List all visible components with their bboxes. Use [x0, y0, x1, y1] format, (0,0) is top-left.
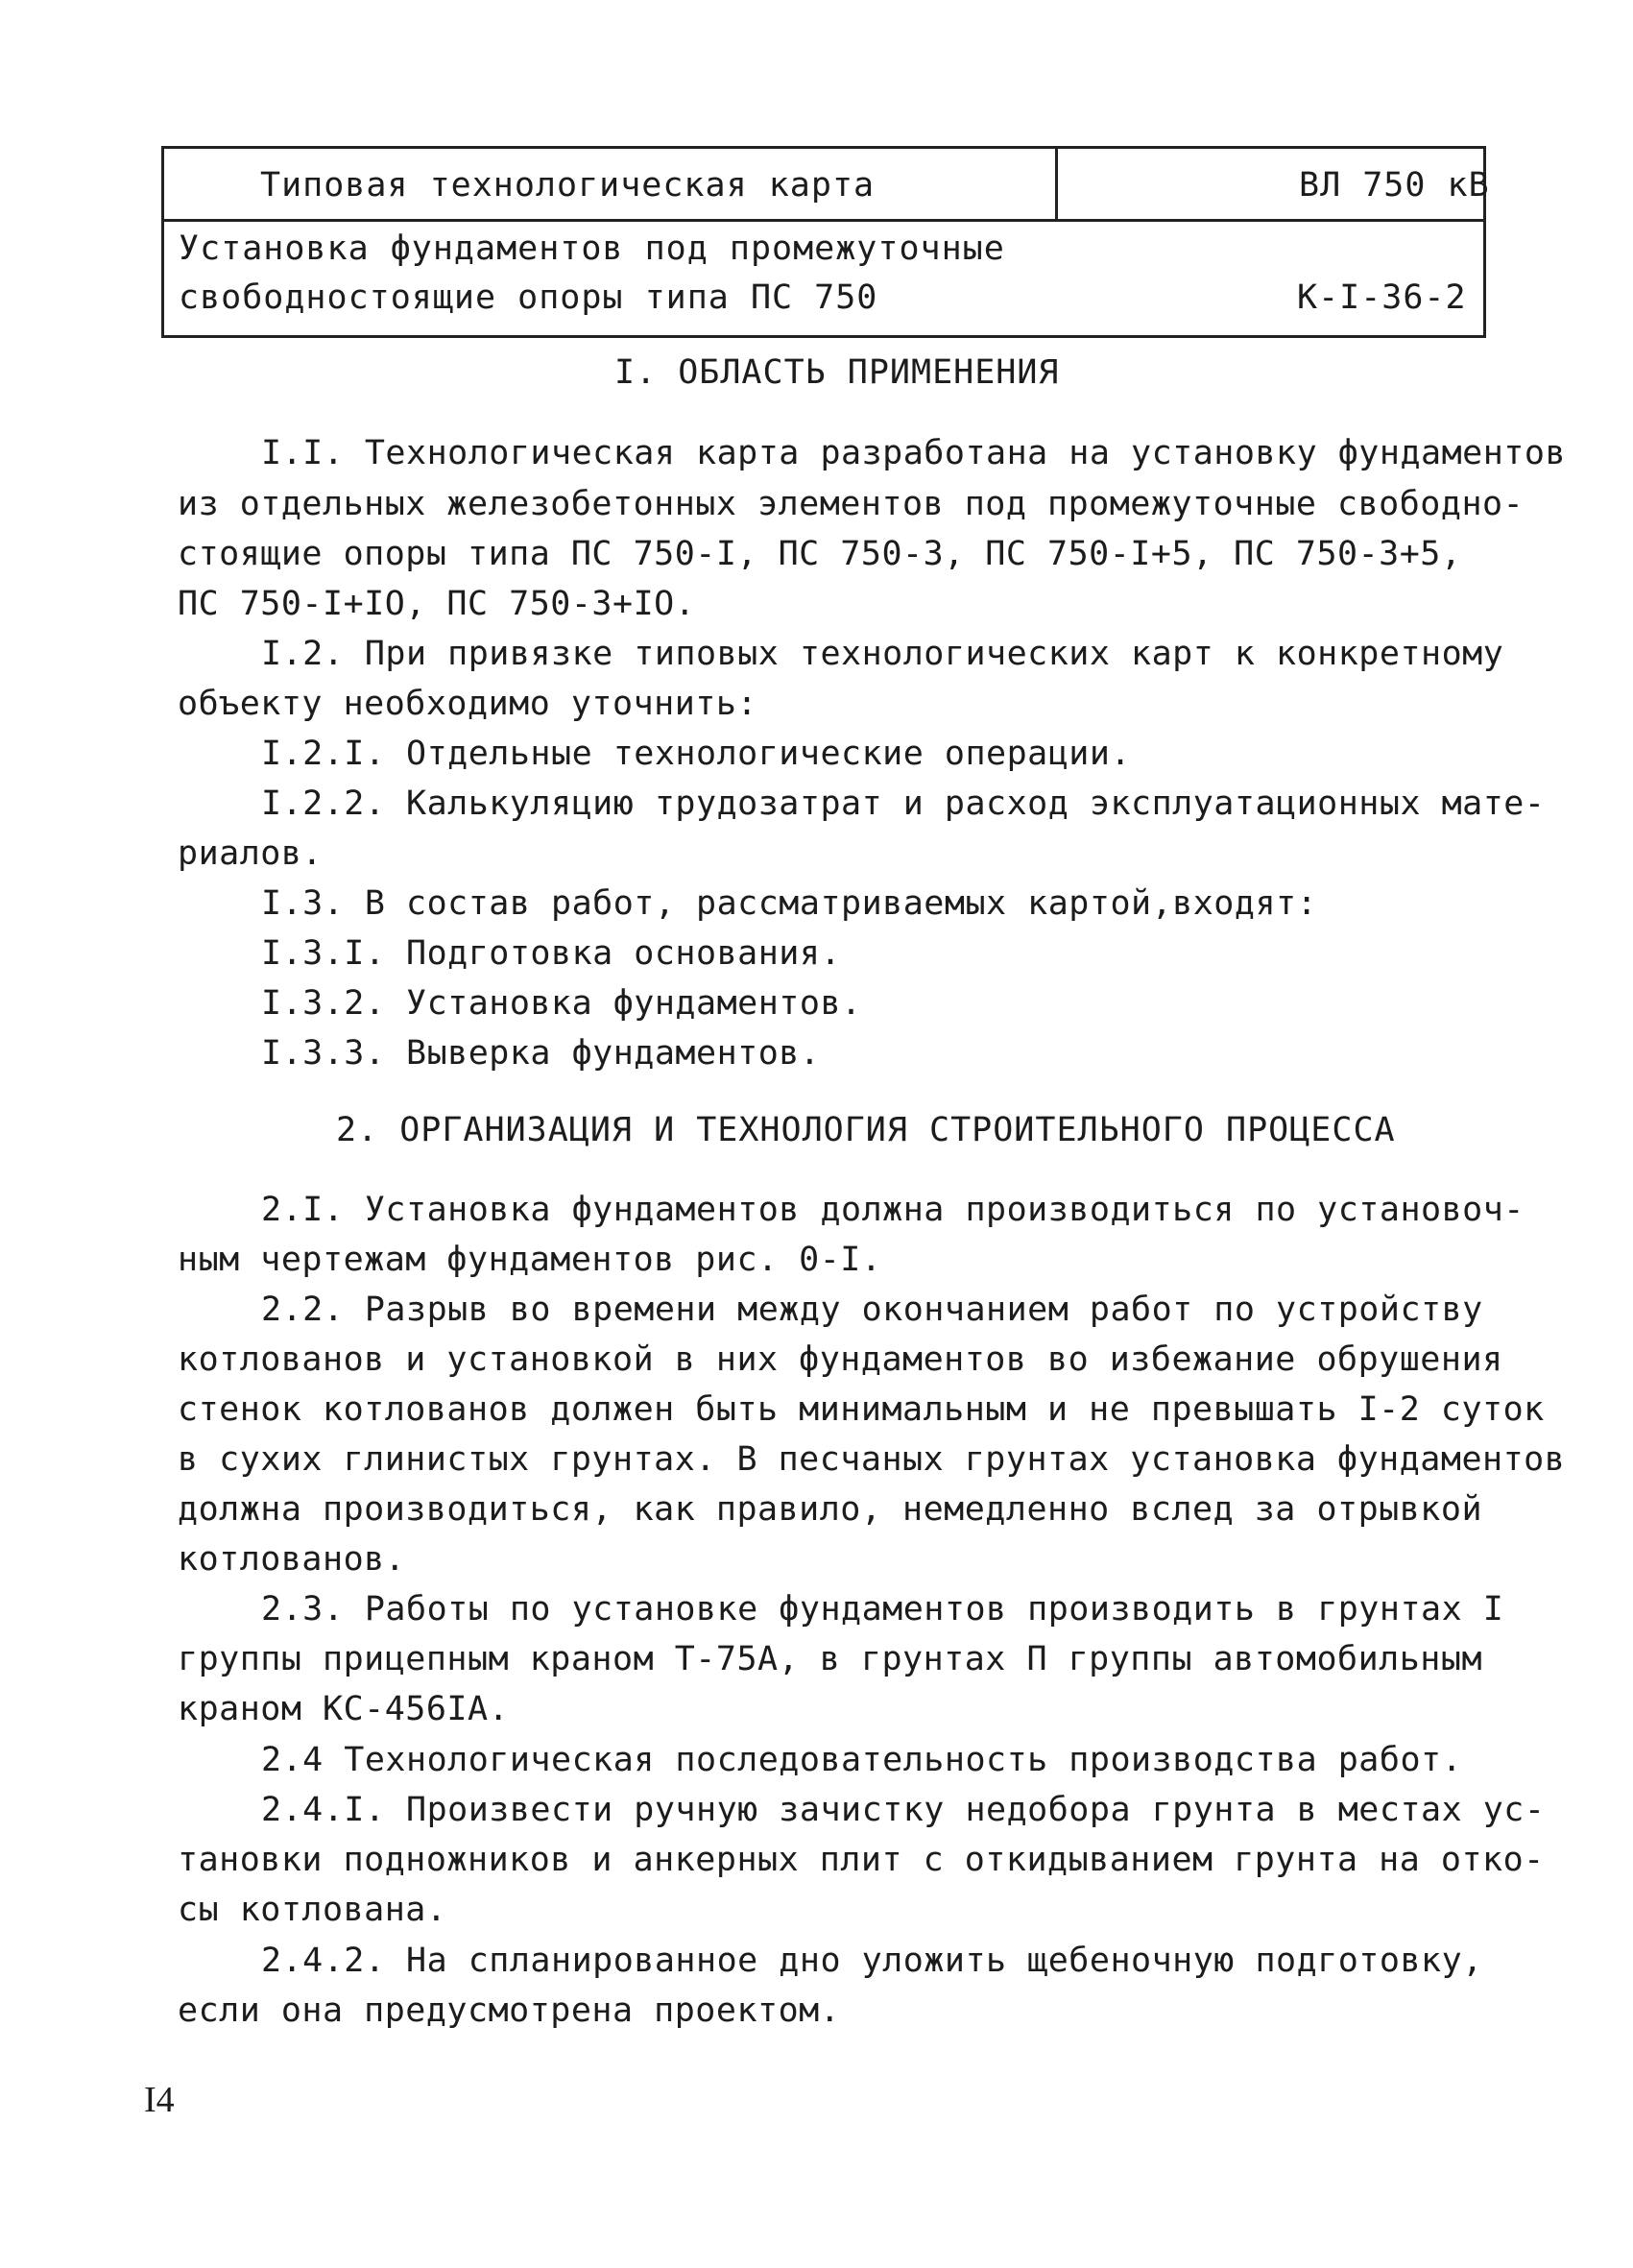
- text-line: 2.2. Разрыв во времени между окончанием работ по устройству: [261, 1291, 1483, 1329]
- text-line: 2.3. Работы по установке фундаментов производить в грунтах I: [261, 1590, 1504, 1629]
- header-table: [161, 146, 1490, 338]
- text-line: I.3.I. Подготовка основания.: [261, 934, 842, 973]
- header-code-bottom: К-I-36-2: [1297, 278, 1467, 317]
- text-line: I.2. При привязке типовых технологических карт к конкретному: [261, 635, 1504, 673]
- header-title: Типовая технологическая карта: [260, 166, 876, 205]
- text-line: котлованов.: [178, 1540, 406, 1579]
- text-line: ным чертежам фундаментов рис. 0-I.: [178, 1241, 882, 1279]
- text-line: I.3.3. Выверка фундаментов.: [261, 1034, 821, 1073]
- text-line: 2.4.2. На спланированное дно уложить щебеночную подготовку,: [261, 1942, 1483, 1980]
- text-line: стоящие опоры типа ПС 750-I, ПС 750-3, ПС 750-I+5, ПС 750-3+5,: [178, 535, 1462, 573]
- text-line: стенок котлованов должен быть минимальным и не превышать I-2 суток: [178, 1390, 1545, 1429]
- text-line: объекту необходимо уточнить:: [178, 685, 758, 723]
- text-line: из отдельных железобетонных элементов под промежуточные свободно-: [178, 485, 1525, 523]
- text-line: тановки подножников и анкерных плит с откидыванием грунта на отко-: [178, 1841, 1545, 1879]
- page-number: I4: [144, 2080, 175, 2120]
- text-line: 2.4 Технологическая последовательность производства работ.: [261, 1741, 1463, 1779]
- text-line: I.2.2. Калькуляцию трудозатрат и расход эксплуатационных мате-: [261, 784, 1546, 823]
- section1-heading: I. ОБЛАСТЬ ПРИМЕНЕНИЯ: [614, 353, 1060, 392]
- text-line: 2.4.I. Произвести ручную зачистку недобора грунта в местах ус-: [261, 1791, 1546, 1829]
- section2-heading: 2. ОРГАНИЗАЦИЯ И ТЕХНОЛОГИЯ СТРОИТЕЛЬНОГО ПРОЦЕССА: [336, 1111, 1396, 1149]
- text-line: если она предусмотрена проектом.: [178, 1991, 841, 2030]
- text-line: I.2.I. Отдельные технологические операции.: [261, 735, 1132, 773]
- text-line: сы котлована.: [178, 1891, 447, 1929]
- text-line: риалов.: [178, 834, 324, 873]
- text-line: I.3.2. Установка фундаментов.: [261, 984, 862, 1023]
- text-line: I.3. В состав работ, рассматриваемых картой,входят:: [261, 884, 1318, 923]
- text-line: должна производиться, как правило, немедленно вслед за отрывкой: [178, 1490, 1483, 1529]
- text-line: в сухих глинистых грунтах. В песчаных грунтах установка фундаментов: [178, 1440, 1566, 1479]
- header-subject-line1: Установка фундаментов под промежуточные: [179, 229, 1005, 268]
- text-line: котлованов и установкой в них фундаментов во избежание обрушения: [178, 1340, 1503, 1379]
- text-line: I.I. Технологическая карта разработана на установку фундаментов: [261, 434, 1567, 472]
- text-line: краном КС-456IА.: [178, 1690, 510, 1728]
- header-divider: [1055, 149, 1058, 219]
- text-line: группы прицепным краном Т-75А, в грунтах П группы автомобильным: [178, 1640, 1483, 1678]
- text-line: ПС 750-I+IO, ПС 750-3+IO.: [178, 585, 696, 623]
- header-subject-line2: свободностоящие опоры типа ПС 750: [179, 278, 878, 317]
- text-line: 2.I. Установка фундаментов должна производиться по установоч-: [261, 1191, 1525, 1229]
- header-code-top: ВЛ 750 кВ: [1299, 166, 1490, 205]
